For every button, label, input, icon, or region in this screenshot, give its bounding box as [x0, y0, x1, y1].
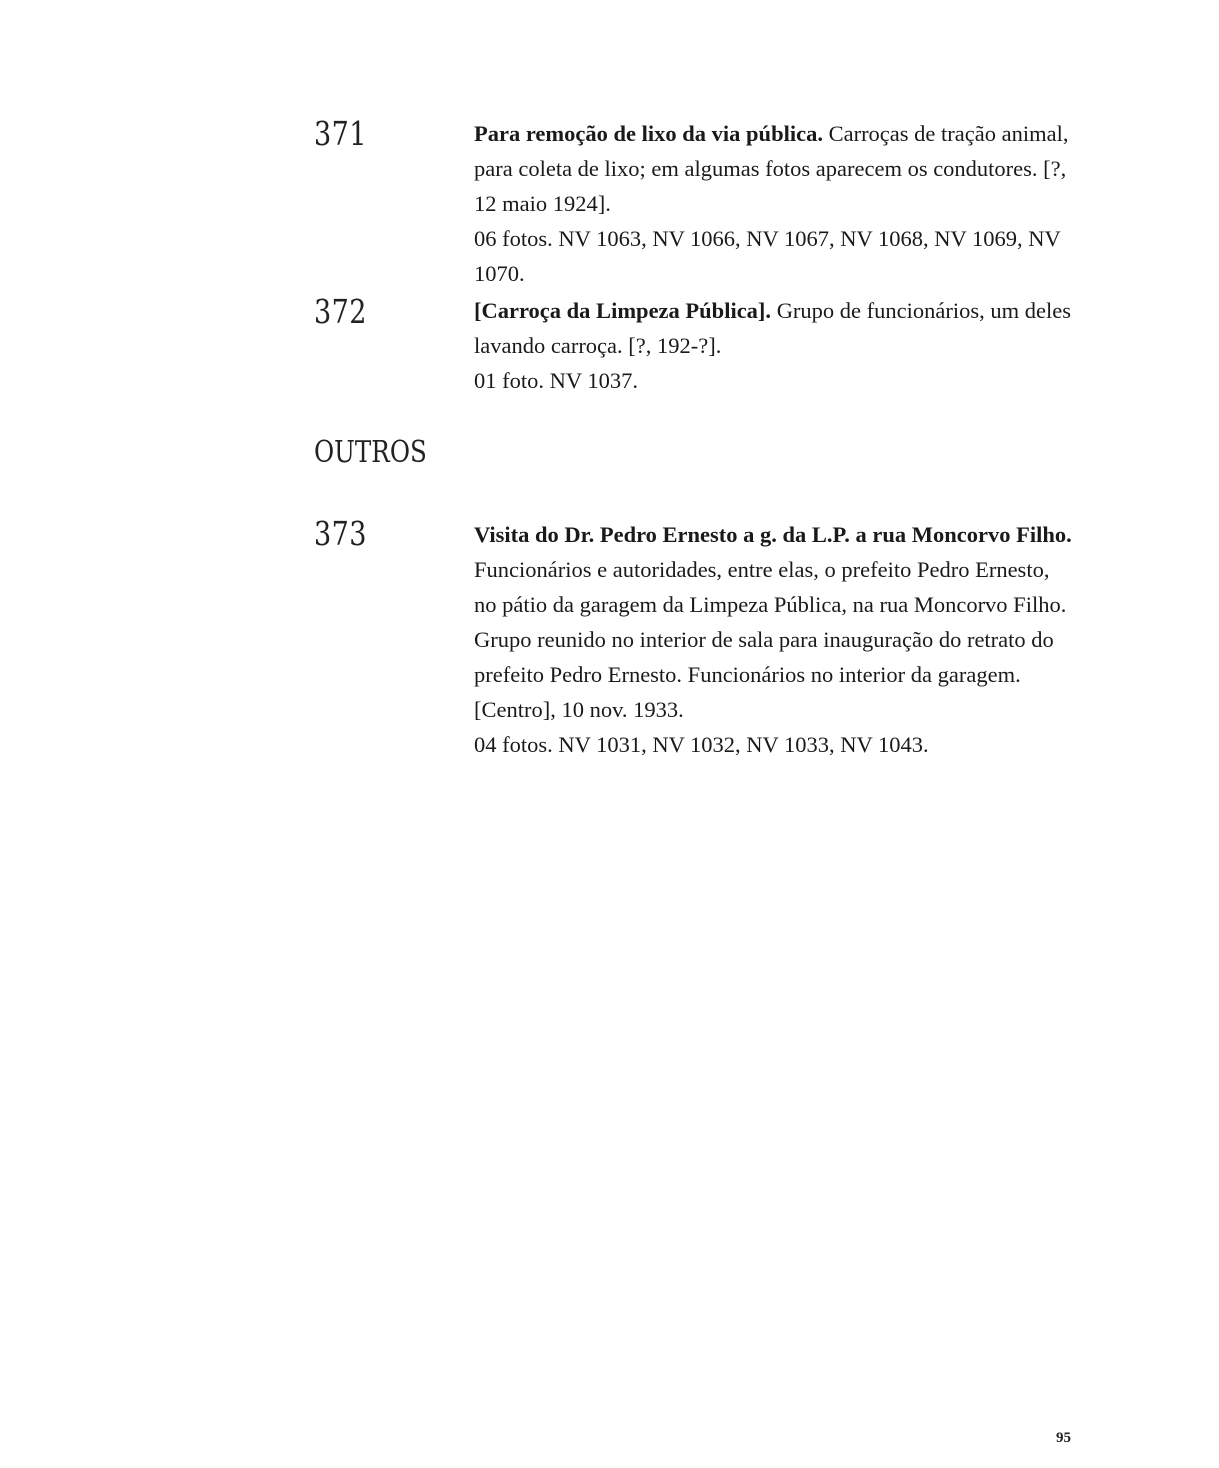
entry-title: Visita do Dr. Pedro Ernesto a g. da L.P. a rua Moncorvo Filho.	[474, 522, 1072, 547]
entry-description	[474, 293, 1074, 363]
entry-description-text: Grupo de funcionários, um deles lavando carroça. [?, 192-?].	[474, 298, 1071, 358]
entry-373	[474, 517, 1074, 762]
entry-number-371: 371	[314, 114, 367, 153]
entry-description	[474, 517, 1074, 727]
entry-description-text: Carroças de tração animal, para coleta de lixo; em algumas fotos aparecem os condutores. [?, 12 maio 1924].	[474, 121, 1069, 216]
section-heading: OUTROS	[314, 435, 427, 470]
entry-title: Para remoção de lixo da via pública.	[474, 121, 823, 146]
entry-title: [Carroça da Limpeza Pública].	[474, 298, 772, 323]
entry-description-text: Funcionários e autoridades, entre elas, o prefeito Pedro Ernesto, no pátio da garagem da Limpeza Pública, na rua Moncorvo Filho. Grupo reunido no interior de sala para inauguração do retrato do prefeito Pedro Ernesto. Funcionários no interior da garagem. [Centro], 10 nov. 1933.	[474, 557, 1067, 722]
entry-photos: 01 foto. NV 1037.	[474, 368, 638, 393]
entry-photos: 06 fotos. NV 1063, NV 1066, NV 1067, NV 1068, NV 1069, NV 1070.	[474, 226, 1061, 286]
entry-photos: 04 fotos. NV 1031, NV 1032, NV 1033, NV 1043.	[474, 732, 929, 757]
entry-description	[474, 116, 1074, 221]
entry-number-373: 373	[314, 514, 367, 553]
page-number: 95	[1056, 1430, 1071, 1446]
entry-372	[474, 293, 1074, 398]
entry-number-372: 372	[314, 292, 367, 331]
entry-371	[474, 116, 1074, 291]
